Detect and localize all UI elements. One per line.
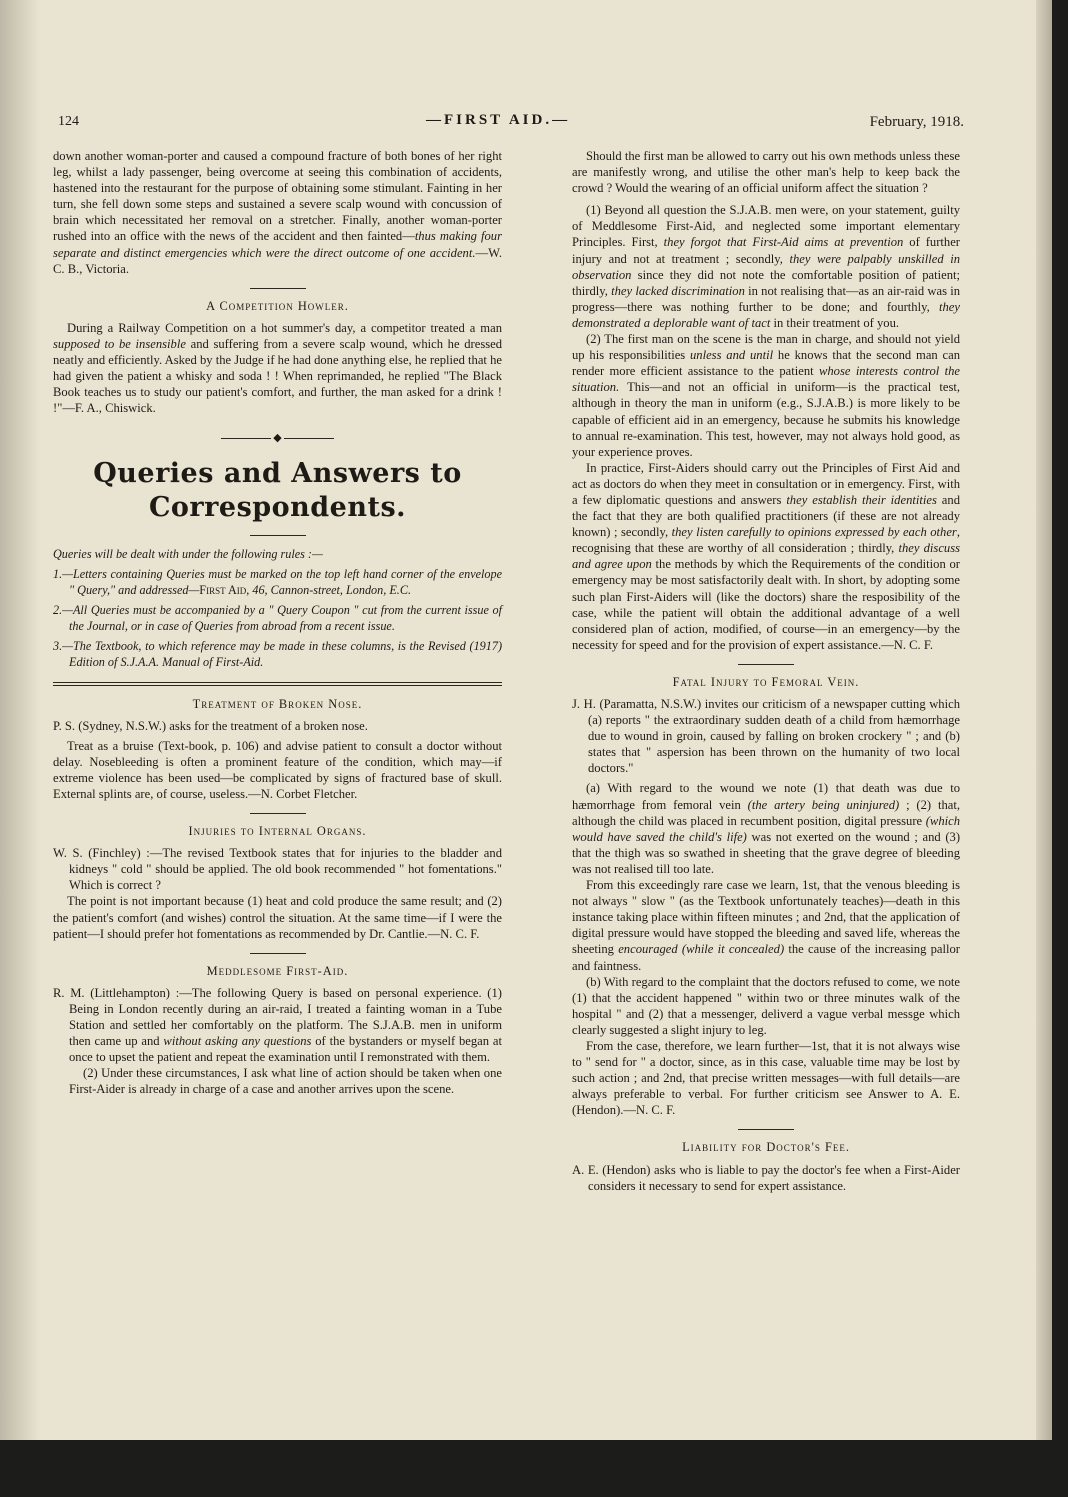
queries-heading: Queries and Answers to Correspondents. <box>93 457 462 523</box>
query-paragraph: (2) Under these circumstances, I ask what line of action should be taken when one First-Aider is already in charge of a case and another arrives upon the scene. <box>69 1066 502 1097</box>
rule-item: 1.—Letters containing Queries must be marked on the top left hand corner of the envelope " Query," and addressed—First Aid, 46, Cannon-street, London, E.C. <box>53 566 502 597</box>
query-paragraph: R. M. (Littlehampton) :—The following Query is based on personal experience. (1) Being in London recently during an air-raid, I treated a fainting woman in a Tube Station and settled her comfortably on the platform. The S.J.A.B. men in uniform then came up and without asking any questions of the bystanders or myself began at once to upset the patient and repeat the examination until I remonstrated with them. <box>53 985 503 1065</box>
section-heading: Injuries to Internal Organs. <box>188 824 367 839</box>
query-paragraph: J. H. (Paramatta, N.S.W.) invites our criticism of a newspaper cutting which (a) reports " the extraordinary sudden death of a child from hæmorrhage due to wound in groin, caused by falling on broken crockery " ; and (b) states that " aspersion has been thrown on the humanity of two local doctors." <box>572 697 960 776</box>
section-heading: Treatment of Broken Nose. <box>192 696 363 711</box>
howler-paragraph: During a Railway Competition on a hot summer's day, a competitor treated a man supposed to be insensible and suffering from a severe scalp wound, which he dressed neatly and efficiently. Asked by the Judge if he had done anything else, he replied that he had given the patient a whisky and soda ! ! When reprimanded, he replied "The Black Book teaches us to study our patient's comfort, and further, the man asked for a drink ! !"—F. A., Chiswick. <box>53 320 503 416</box>
query-paragraph: P. S. (Sydney, N.S.W.) asks for the treatment of a broken nose. <box>53 718 368 733</box>
answer-paragraph: (a) With regard to the wound we note (1) that death was due to hæmorrhage from femoral vein (the artery being uninjured) ; (2) that, although the child was placed in recumbent position, digital pressure (which would have saved the child's life) was not exerted on the wound ; and (3) that the thigh was so swathed in sheeting that the grave degree of bleeding was not realised till too late. <box>572 781 961 876</box>
answer-paragraph: From the case, therefore, we learn further—1st, that it is not always wise to " send for " a doctor, since, as in this case, valuable time may be lost by such action ; and 2nd, that precise written messages—with full details—are always preferable to verbal. For further criticism see Answer to A. E. (Hendon).—N. C. F. <box>572 1038 960 1118</box>
answer-paragraph: From this exceedingly rare case we learn, 1st, that the venous bleeding is not always " slow " (as the Textbook unfortunately teaches)—death in this instance taking place within fifteen minutes ; and 2nd, that the application of digital pressure would have stopped the bleeding and saved life, whereas the sheeting encouraged (while it concealed) the cause of the increasing pallor and faintness. <box>572 878 960 973</box>
left-column <box>53 148 502 1097</box>
rule-item: 2.—All Queries must be accompanied by a " Query Coupon " cut from the current issue of the Journal, or in case of Queries from abroad from a recent issue. <box>53 602 502 633</box>
rules-lead: Queries will be dealt with under the following rules :— <box>53 546 323 561</box>
section-heading: Meddlesome First-Aid. <box>206 963 349 978</box>
rules-block <box>53 546 502 670</box>
query-paragraph: W. S. (Finchley) :—The revised Textbook states that for injuries to the bladder and kidneys " cold " should be applied. The old book recommended " hot fomentations." Which is correct ? <box>53 846 502 893</box>
double-rule <box>53 682 502 686</box>
answer-paragraph: (2) The first man on the scene is the man in charge, and should not yield up his responsibilities unless and until he knows that the second man can render more efficient assistance to the patient whose interests control the situation. This—and not an official in uniform—is the practical test, although in theory the man in uniform (e.g., S.J.A.B.) is more likely to be capable of efficient aid in an emergency, because he submits his knowledge to annual re-examination. This test, however, may not always hold good, as your experience proves. <box>572 332 961 459</box>
query-paragraph: A. E. (Hendon) asks who is liable to pay the doctor's fee when a First-Aider considers it necessary to send for expert assistance. <box>572 1162 960 1193</box>
ornament-divider: ◆ <box>53 430 502 446</box>
answer-paragraph: The point is not important because (1) heat and cold produce the same result; and (2) the patient's comfort (and wishes) control the situation. At the same time—if I were the patient—I should prefer hot fomentations as recommended by Dr. Cantlie.—N. C. F. <box>53 894 502 941</box>
continuation-paragraph: down another woman-porter and caused a compound fracture of both bones of her right leg, whilst a lady passenger, being overcome at seeing this combination of accidents, hastened into the restaurant for the purpose of obtaining some stimulant. Fainting in her turn, she fell down some steps and sustained a severe scalp wound with concussion of brain which necessitated her removal on a stretcher. Finally, another woman-porter rushed into an office with the news of the accident and then fainted—thus making four separate and distinct emergencies which were the direct outcome of one accident.—W. C. B., Victoria. <box>53 149 502 276</box>
page-number: 124 <box>58 114 79 129</box>
journal-title: —FIRST AID.— <box>426 112 571 128</box>
query-paragraph: Should the first man be allowed to carry out his own methods unless these are manifestly wrong, and utilise the other man's help to keep back the crowd ? Would the wearing of an official uniform affect the situation ? <box>572 149 960 196</box>
right-column <box>572 148 960 1194</box>
rule-item: 3.—The Textbook, to which reference may be made in these columns, is the Revised (1917) Edition of S.J.A.A. Manual of First-Aid. <box>53 638 502 669</box>
answer-paragraph: Treat as a bruise (Text-book, p. 106) and advise patient to consult a doctor without delay. Nosebleeding is often a prominent feature of the condition, which may—if extreme violence has been used—be complicated by signs of fractured base of skull. External splints are, of course, useless.—N. Corbet Fletcher. <box>53 738 502 801</box>
issue-date: February, 1918. <box>869 114 964 130</box>
section-divider <box>250 288 306 289</box>
answer-paragraph: In practice, First-Aiders should carry out the Principles of First Aid and act as doctors do when they meet in consultation or in emergency. First, with a few diplomatic questions and answers they establish their identities and the fact that they are both qualified practitioners (if these are not already known) ; secondly, they listen carefully to opinions expressed by each other, recognising that these are worthy of all consideration ; thirdly, they discuss and agree upon the methods by which the Requirements of the condition or emergency may be most satisfactorily dealt with. In short, by adopting some such plan First-Aiders will (like the doctors) share the resposibility of the case, while the patient will obtain the additional advantage of a well considered plan of action, modified, of course—in an emergency—by the necessity for speed and for the provision of expert assistance.—N. C. F. <box>572 460 961 652</box>
section-divider <box>250 535 306 536</box>
section-heading: Fatal Injury to Femoral Vein. <box>672 674 860 689</box>
answer-paragraph: (b) With regard to the complaint that the doctors refused to come, we note (1) that the accident happened " within two or three minutes walk of the hospital " and (2) that a messenger, deliverd a vague verbal messge which clearly suggested a slight injury to leg. <box>572 974 960 1037</box>
section-divider <box>738 1129 794 1130</box>
running-header <box>0 112 1052 136</box>
section-divider <box>250 813 306 814</box>
page-gutter-shadow <box>0 0 40 1440</box>
page-edge-shadow <box>1036 0 1052 1440</box>
answer-paragraph: (1) Beyond all question the S.J.A.B. men were, on your statement, guilty of Meddlesome First-Aid, and neglected some important elementary Principles. First, they forgot that First-Aid aims at prevention of further injury and not at treatment ; secondly, they were palpably unskilled in observation since they did not note the comfortable position of patient; thirdly, they lacked discrimination in not realising that—as an air-raid was in progress—there was nothing further to be done; and fourthly, they demonstrated a deplorable want of tact in their treatment of you. <box>572 203 961 330</box>
section-divider <box>738 664 794 665</box>
section-heading: A Competition Howler. <box>206 298 349 313</box>
section-heading: Liability for Doctor's Fee. <box>682 1140 850 1155</box>
section-divider <box>250 953 306 954</box>
